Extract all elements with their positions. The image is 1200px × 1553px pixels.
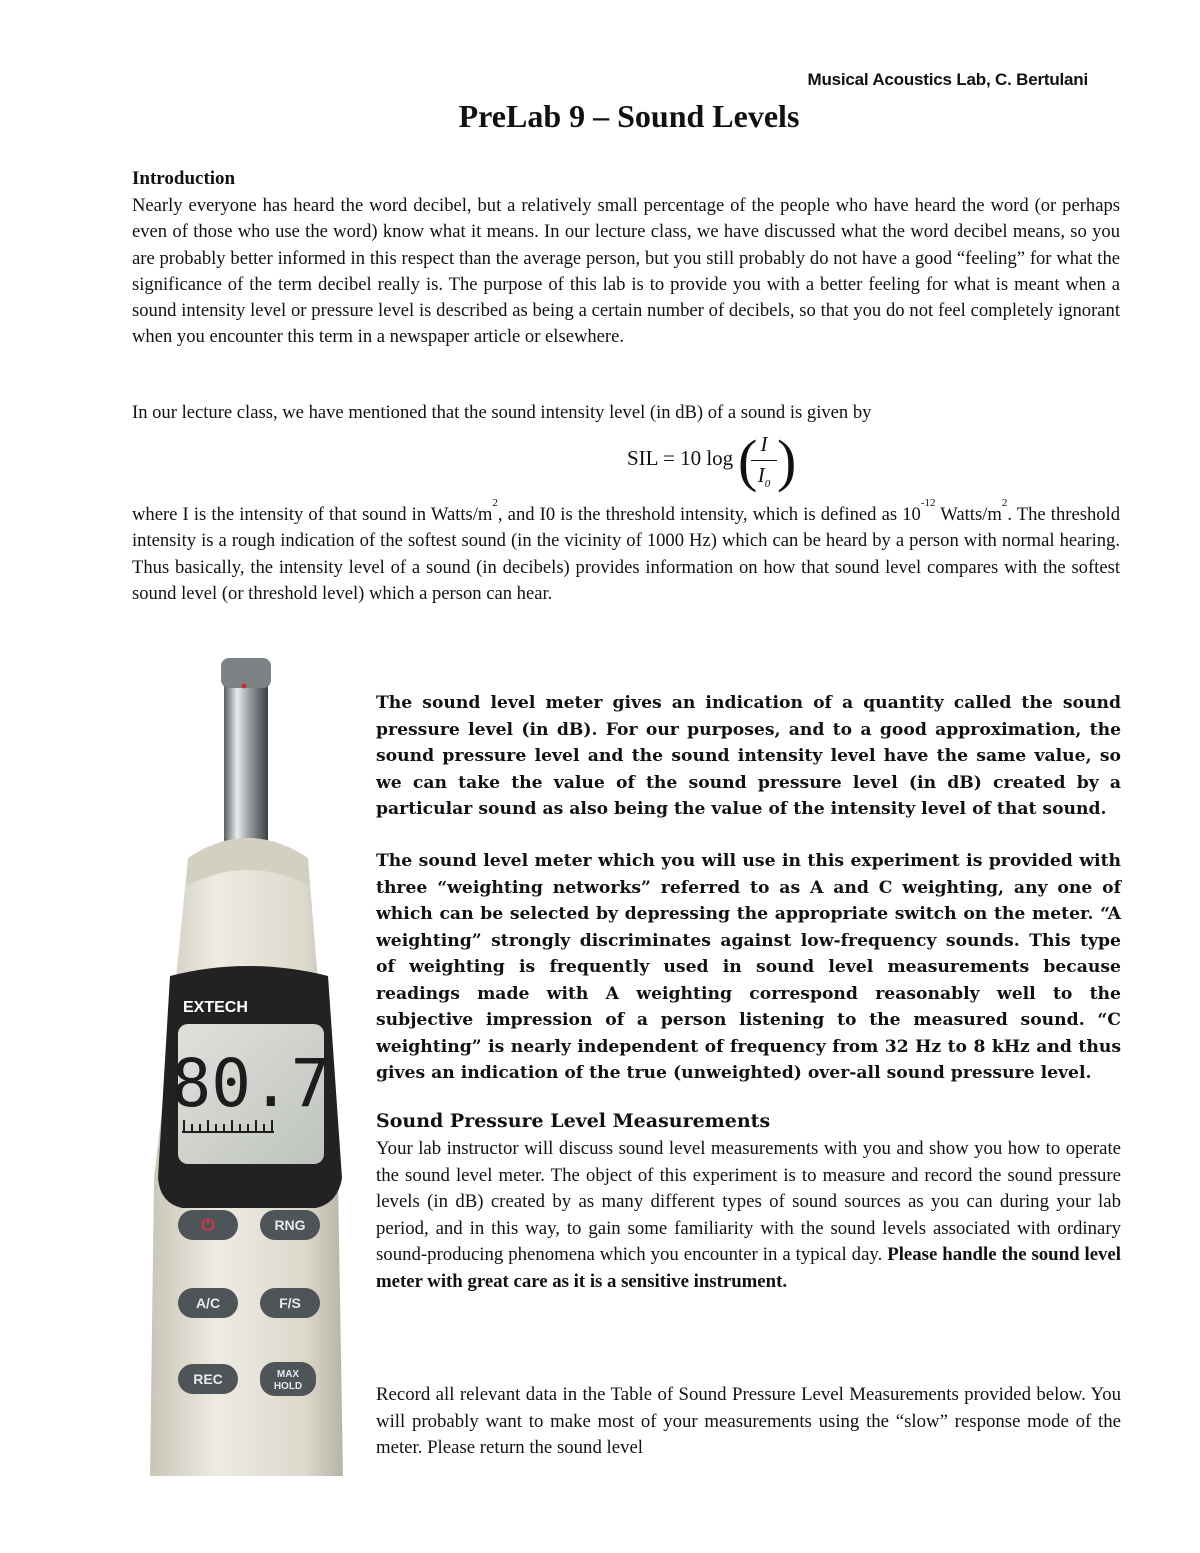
formula-fraction-bar (751, 460, 777, 461)
header-credit: Musical Acoustics Lab, C. Bertulani (807, 70, 1088, 89)
p3-part-a: where I is the intensity of that sound in Watts/m (132, 504, 493, 525)
weighting-paragraph: The sound level meter which you will use in this experiment is provided with three “weighting networks” referred to as A and C weighting, any one of which can be selected by depressing the appropriate switch on the meter. “A weighting” strongly discriminates against low-frequency sounds. This type of weighting is frequently used in sound level measurements because readings made with A weighting correspond reasonably well to the subjective impression of a person listening to the measured sound. “C weighting” is nearly independent of frequency from 32 Hz to 8 kHz and thus gives an indication of the true (unweighted) over-all sound pressure level. (376, 851, 1121, 1083)
rng-button-label: RNG (274, 1217, 306, 1233)
power-symbol: ⏻ (201, 1217, 215, 1234)
introduction-paragraph-2: In our lecture class, we have mentioned that the sound intensity level (in dB) of a sound is given by (132, 402, 872, 423)
hold-label: HOLD (273, 1381, 303, 1392)
p3-part-b: , and I0 is the threshold intensity, which is defined as 10 (497, 504, 921, 525)
microphone-stem (224, 662, 268, 862)
sound-level-meter-image (148, 658, 348, 1476)
formula-lhs: SIL = 10 log (627, 446, 734, 470)
fs-button-label: F/S (279, 1295, 301, 1311)
introduction-paragraph-1: Nearly everyone has heard the word decibel, but a relatively small percentage of the people who have heard the word (or perhaps even of those who use the word) know what it means. In our lecture class, we have discussed what the word decibel means, so you are probably better informed in this respect than the average person, but you still probably do not have a good “feeling” for what the significance of the term decibel really is. The purpose of this lab is to provide you with a better feeling for what is meant when a sound intensity level or pressure level is described as being a certain number of decibels, so that you do not feel completely ignorant when you encounter this term in a newspaper article or elsewhere. (132, 195, 1120, 348)
brand-label: EXTECH (183, 999, 248, 1016)
meter-description-paragraph: The sound level meter gives an indication of a quantity called the sound pressure level (in dB). For our purposes, and to a good approximation, the sound pressure level and the sound intensity level have the same value, so we can take the value of the sound pressure level (in dB) created by a particular sound as also being the value of the intensity level of that sound. (376, 693, 1121, 819)
formula-denominator-base: I (757, 463, 765, 487)
page-title: PreLab 9 – Sound Levels (458, 98, 800, 134)
rec-button-label: REC (193, 1371, 223, 1387)
formula-fraction (751, 432, 777, 490)
spl-paragraph-1-warning: Please handle the sound level meter with great care as it is a sensitive instrument. (376, 1244, 1121, 1292)
introduction-heading: Introduction (132, 168, 236, 189)
formula-left-paren: ( (738, 428, 758, 493)
formula-denominator-sub: 0 (764, 478, 771, 491)
section-heading-spl: Sound Pressure Level Measurements (376, 1110, 771, 1132)
introduction-paragraph-3 (132, 497, 1120, 607)
spl-paragraph-1 (376, 1136, 1121, 1295)
formula-denominator (751, 463, 777, 490)
p3-sup-1: 2 (492, 497, 498, 509)
formula-numerator: I (760, 432, 768, 456)
microphone-tip (221, 658, 271, 688)
max-label: MAX (276, 1369, 300, 1380)
spl-paragraph-2: Record all relevant data in the Table of Sound Pressure Level Measurements provided below. You will probably want to make most of your measurements using the “slow” response mode of the meter. Please return the sound level (376, 1384, 1121, 1458)
spl-paragraph-1-text: Your lab instructor will discuss sound level measurements with you and show you how to operate the sound level meter. The object of this experiment is to measure and record the sound pressure levels (in dB) created by as many different types of sound sources as you can during your lab period, and in this way, to gain some familiarity with the sound levels associated with ordinary sound-producing phenomena which you encounter in a typical day. (376, 1138, 1121, 1265)
ac-button-label: A/C (195, 1295, 221, 1311)
formula-right-paren: ) (777, 428, 797, 493)
p3-part-d: . The threshold intensity is a rough indication of the softest sound (in the vicinity of 1000 Hz) which can be heard by a person with normal hearing. Thus basically, the intensity level of a sound (in decibels) provides information on how that sound level compares with the softest sound level (or threshold level) which a person can hear. (132, 504, 1120, 604)
p3-part-c: Watts/m (935, 504, 1002, 525)
p3-sup-3: 2 (1001, 497, 1008, 509)
lcd-reading: 80.7 (171, 1045, 331, 1122)
p3-sup-2: -12 (920, 497, 936, 509)
microphone-dot (242, 684, 247, 689)
